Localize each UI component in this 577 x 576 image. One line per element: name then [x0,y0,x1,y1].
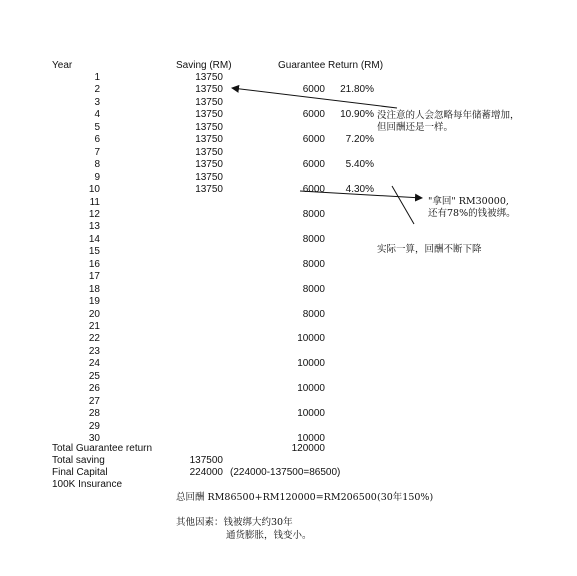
row-year: 12 [88,209,100,220]
row-year: 17 [88,271,100,282]
row-guarantee-return: 10000 [297,433,325,444]
row-year: 9 [94,172,100,183]
note-other-factors-line2: 通货膨胀，钱变小。 [226,530,312,541]
note-total-return: 总回酬 RM86500+RM120000=RM206500 [176,492,377,503]
row-return-percent: 5.40% [345,159,374,170]
row-year: 29 [88,421,100,432]
row-year: 22 [88,333,100,344]
row-year: 16 [88,259,100,270]
note-total-return-pct: (30年150%) [377,492,434,503]
row-year: 8 [94,159,100,170]
row-year: 3 [94,97,100,108]
row-year: 30 [88,433,100,444]
row-year: 1 [94,72,100,83]
row-return-percent: 10.90% [340,109,374,120]
row-saving: 13750 [195,172,223,183]
final-capital-calc: (224000-137500=86500) [230,467,341,478]
row-saving: 13750 [195,147,223,158]
row-year: 5 [94,122,100,133]
row-guarantee-return: 8000 [302,234,325,245]
row-saving: 13750 [195,184,223,195]
row-return-percent: 21.80% [340,84,374,95]
row-saving: 13750 [195,122,223,133]
row-year: 15 [88,246,100,257]
row-return-percent: 7.20% [345,134,374,145]
insurance-label: 100K Insurance [52,479,123,490]
row-return-percent: 4.30% [345,184,374,195]
row-year: 6 [94,134,100,145]
row-year: 25 [88,371,100,382]
arrow-to-year2 [232,88,397,108]
note-savings-increase-line2: 但回酬还是一样。 [377,122,454,133]
row-guarantee-return: 10000 [297,383,325,394]
row-year: 28 [88,408,100,419]
row-year: 20 [88,309,100,320]
row-guarantee-return: 6000 [302,134,325,145]
row-year: 2 [94,84,100,95]
total-guarantee-value: 120000 [291,443,325,454]
row-year: 27 [88,396,100,407]
row-year: 18 [88,284,100,295]
row-guarantee-return: 6000 [302,84,325,95]
row-guarantee-return: 8000 [302,209,325,220]
row-year: 21 [88,321,100,332]
row-guarantee-return: 10000 [297,333,325,344]
row-year: 7 [94,147,100,158]
total-saving-label: Total saving [52,455,105,466]
line-to-note-decrease [392,186,414,224]
row-saving: 13750 [195,159,223,170]
final-capital-value: 224000 [189,467,223,478]
row-saving: 13750 [195,72,223,83]
row-year: 14 [88,234,100,245]
row-guarantee-return: 6000 [302,184,325,195]
note-money-bound-line1: "拿回" RM30000, [428,196,509,207]
header-saving: Saving (RM) [176,60,232,71]
row-saving: 13750 [195,97,223,108]
row-guarantee-return: 10000 [297,358,325,369]
row-year: 4 [94,109,100,120]
row-saving: 13750 [195,134,223,145]
note-return-decreasing: 实际一算，回酬不断下降 [377,244,482,255]
arrow-to-note-bound [300,191,422,198]
row-year: 10 [88,184,100,195]
header-year: Year [52,60,73,71]
row-saving: 13750 [195,109,223,120]
total-guarantee-label: Total Guarantee return [52,443,153,454]
note-savings-increase-line1: 没注意的人会忽略每年储蓄增加， [377,110,520,121]
row-year: 13 [88,221,100,232]
row-year: 24 [88,358,100,369]
row-year: 19 [88,296,100,307]
row-guarantee-return: 6000 [302,109,325,120]
row-guarantee-return: 8000 [302,309,325,320]
row-guarantee-return: 8000 [302,284,325,295]
row-guarantee-return: 10000 [297,408,325,419]
row-saving: 13750 [195,84,223,95]
row-guarantee-return: 8000 [302,259,325,270]
note-money-bound-line2: 还有78%的钱被绑。 [428,208,516,219]
final-capital-label: Final Capital [52,467,108,478]
row-year: 23 [88,346,100,357]
row-year: 11 [89,197,100,208]
row-year: 26 [88,383,100,394]
note-other-factors-line1: 其他因素：钱被绑大约30年 [176,517,293,528]
total-saving-value: 137500 [189,455,223,466]
row-guarantee-return: 6000 [302,159,325,170]
header-guarantee: Guarantee Return (RM) [278,60,384,71]
